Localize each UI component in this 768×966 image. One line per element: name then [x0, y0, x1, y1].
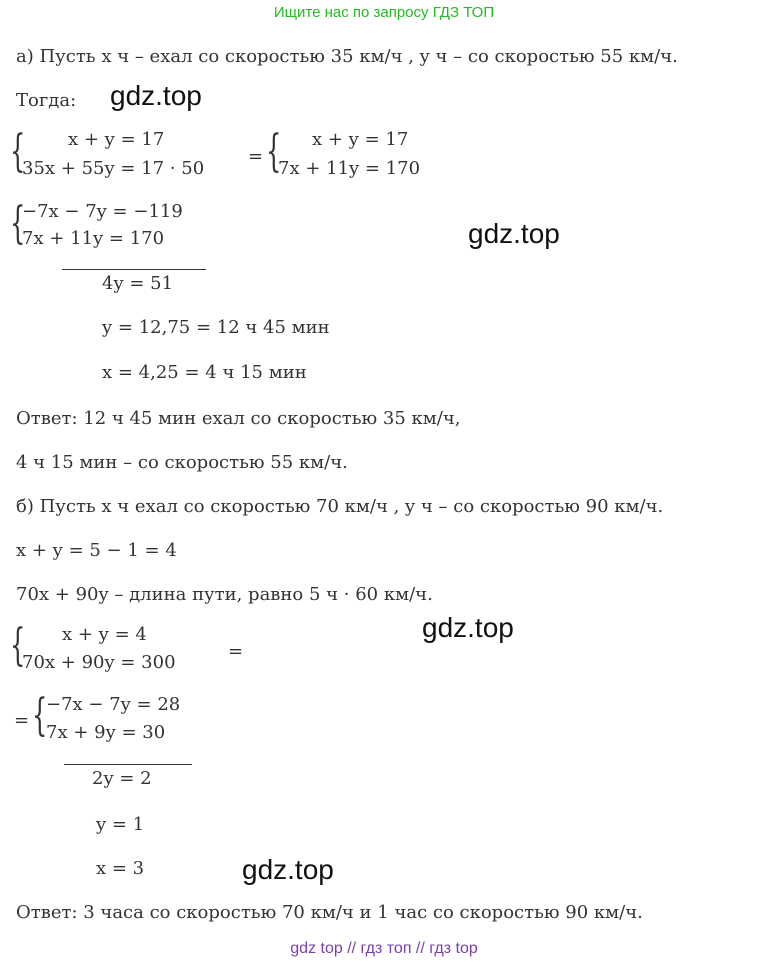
- brace-sys3: {: [10, 198, 26, 249]
- b-path: 70x + 90y – длина пути, равно 5 ч · 60 км/ч.: [16, 584, 433, 605]
- sum-rule: [62, 269, 206, 270]
- sys3-eq1: −7x − 7y = −119: [22, 201, 183, 222]
- watermark: gdz.top: [110, 80, 202, 111]
- sys5-eq2: 7x + 9y = 30: [46, 722, 166, 743]
- brace-sys5: {: [32, 690, 48, 741]
- equals-sign-3: =: [14, 710, 30, 731]
- sys1-eq1: x + y = 17: [68, 129, 165, 150]
- part-a-intro: а) Пусть x ч – ехал со скоростью 35 км/ч , y ч – со скоростью 55 км/ч.: [16, 46, 678, 67]
- part-b-intro: б) Пусть x ч ехал со скоростью 70 км/ч , y ч – со скоростью 90 км/ч.: [16, 496, 664, 517]
- footer-links: gdz top // гдз топ // гдз top: [290, 940, 478, 957]
- y-value-2: y = 1: [96, 814, 145, 835]
- sys1-eq2: 35x + 55y = 17 · 50: [22, 158, 205, 179]
- sys2-eq2: 7x + 11y = 170: [278, 158, 421, 179]
- answer-a-line2: 4 ч 15 мин – со скоростью 55 км/ч.: [16, 452, 348, 473]
- x-value: x = 4,25 = 4 ч 15 мин: [102, 362, 307, 383]
- brace-sys2: {: [266, 126, 282, 177]
- answer-b: Ответ: 3 часа со скоростью 70 км/ч и 1 час со скоростью 90 км/ч.: [16, 902, 643, 923]
- sum-result: 4y = 51: [102, 273, 174, 294]
- sum-rule-2: [64, 764, 192, 765]
- equals-sign: =: [248, 146, 264, 167]
- sys3-eq2: 7x + 11y = 170: [22, 228, 165, 249]
- sys2-eq1: x + y = 17: [312, 129, 409, 150]
- watermark: gdz.top: [468, 218, 560, 249]
- sys4-eq2: 70x + 90y = 300: [22, 652, 176, 673]
- then-label: Тогда:: [16, 90, 77, 111]
- y-value: y = 12,75 = 12 ч 45 мин: [102, 317, 330, 338]
- brace-sys4: {: [10, 620, 26, 671]
- x-value-2: x = 3: [96, 858, 145, 879]
- watermark: gdz.top: [422, 612, 514, 643]
- sys5-eq1: −7x − 7y = 28: [46, 694, 181, 715]
- sum-result-2: 2y = 2: [92, 768, 152, 789]
- answer-a-line1: Ответ: 12 ч 45 мин ехал со скоростью 35 км/ч,: [16, 408, 461, 429]
- brace-sys1: {: [10, 126, 26, 177]
- b-sum: x + y = 5 − 1 = 4: [16, 540, 177, 561]
- top-banner: Ищите нас по запросу ГДЗ ТОП: [273, 4, 495, 21]
- equals-sign-2: =: [228, 641, 244, 662]
- watermark: gdz.top: [242, 854, 334, 885]
- sys4-eq1: x + y = 4: [62, 624, 147, 645]
